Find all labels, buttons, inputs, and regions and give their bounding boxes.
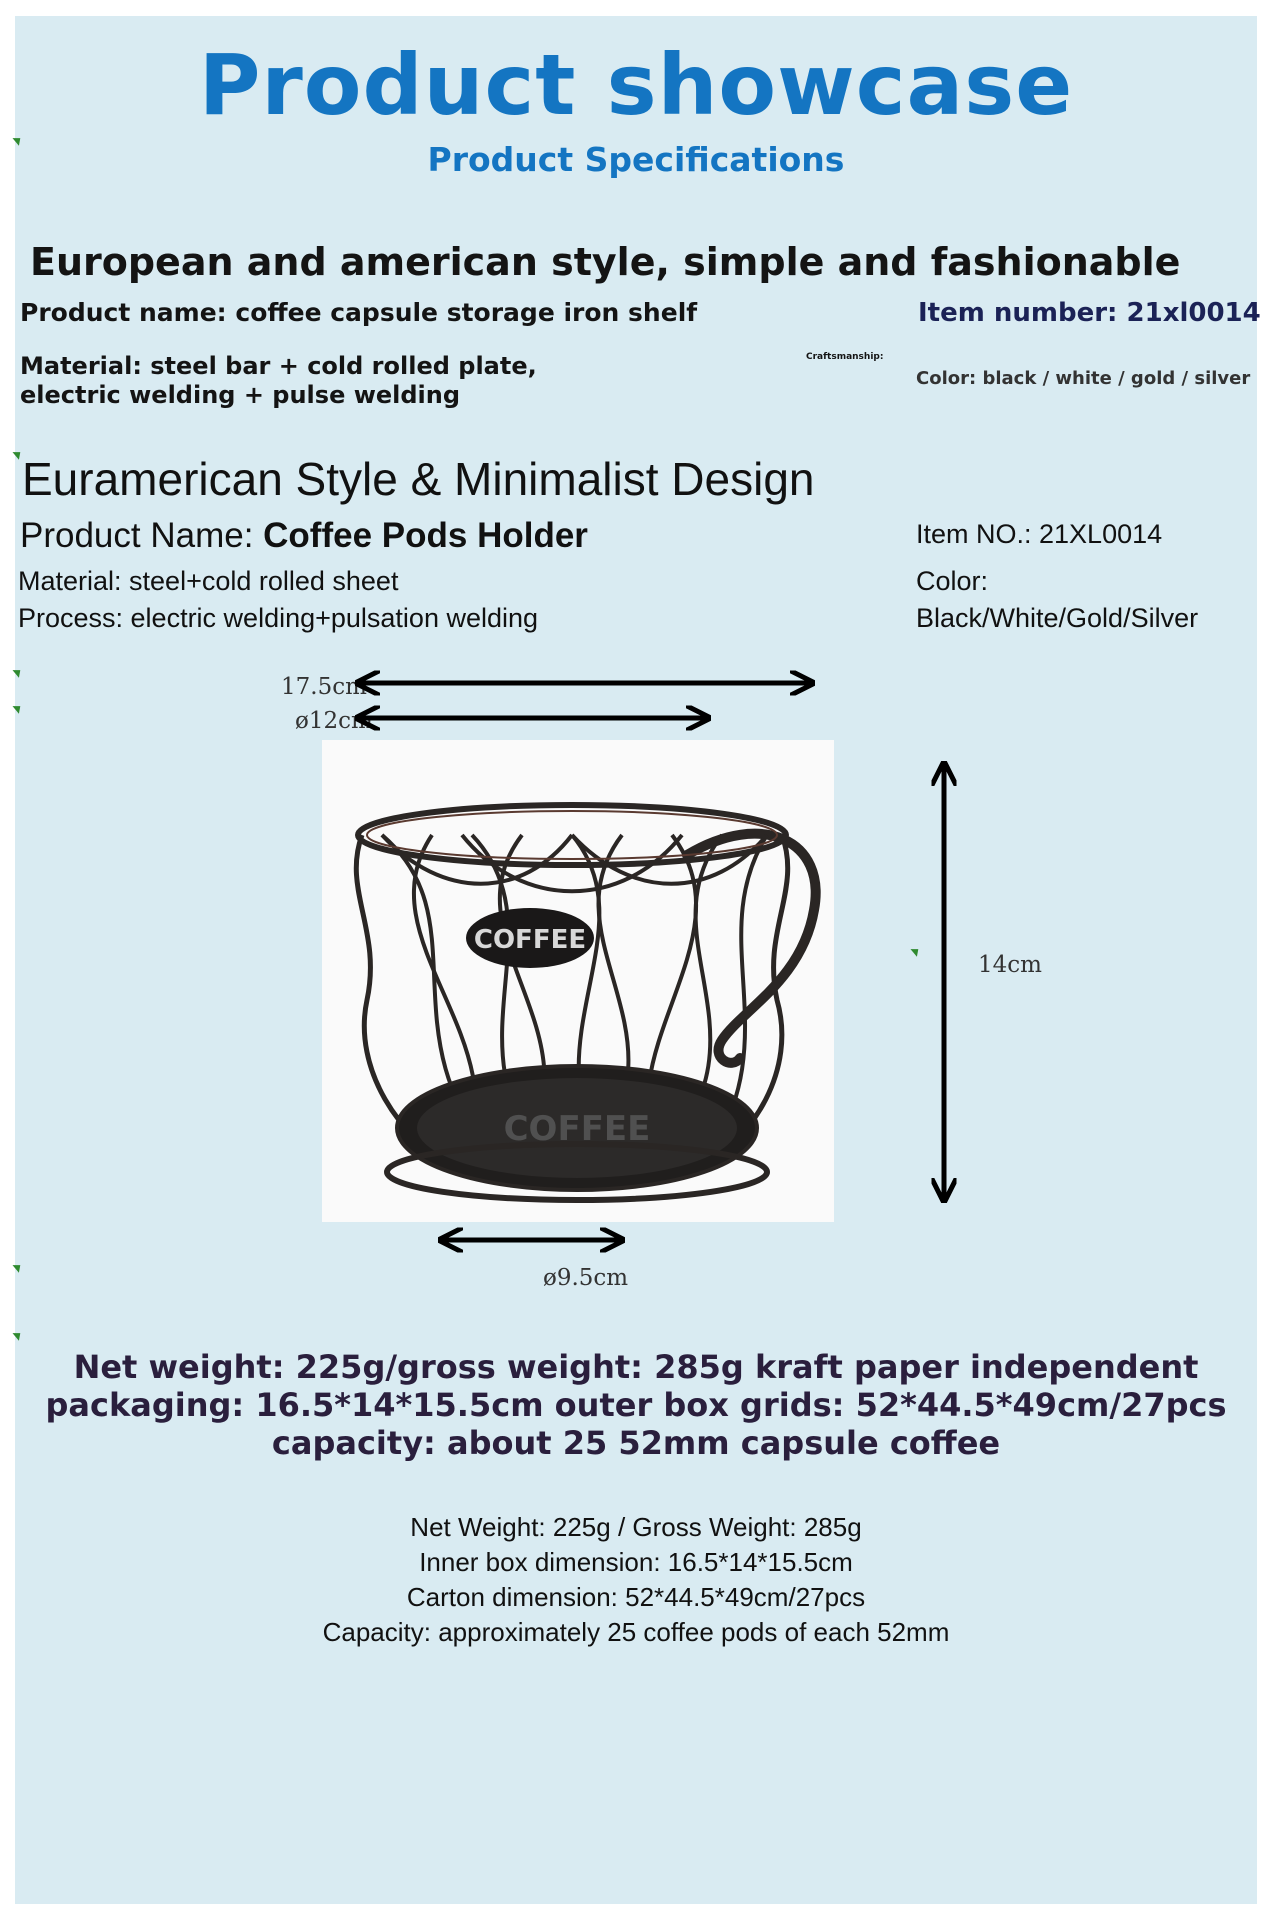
style-headline: European and american style, simple and fashionable	[30, 240, 1181, 284]
spec-line-inner-box: Inner box dimension: 16.5*14*15.5cm	[419, 1547, 853, 1577]
coffee-base-text: COFFEE	[503, 1109, 651, 1149]
packaging-spec-line: Net weight: 225g/gross weight: 285g kraft paper independent	[73, 1348, 1199, 1386]
spec-line-capacity: Capacity: approximately 25 coffee pods of each 52mm	[322, 1617, 950, 1647]
weight-dimension-specs	[0, 1510, 1272, 1650]
page-subtitle: Product Specifications	[427, 140, 845, 179]
top-width-label: 17.5cm	[281, 674, 367, 700]
height-label: 14cm	[978, 952, 1042, 978]
product-name-line: Product name: coffee capsule storage iron shelf	[20, 298, 698, 327]
item-number-line: Item number: 21xl0014	[918, 298, 1261, 328]
product-photo	[322, 740, 834, 1222]
coffee-cup-basket-icon	[322, 740, 834, 1222]
color-value: Black/White/Gold/Silver	[916, 603, 1199, 633]
craftsmanship-label: Craftsmanship:	[806, 352, 884, 362]
color-line: Color: black / white / gold / silver	[916, 368, 1251, 389]
bottom-diameter-label: ø9.5cm	[543, 1265, 629, 1291]
coffee-plate-text: COFFEE	[473, 925, 587, 955]
page-title: Product showcase	[198, 36, 1074, 134]
spec-line-carton: Carton dimension: 52*44.5*49cm/27pcs	[406, 1582, 866, 1612]
color-label: Color:	[916, 566, 989, 596]
item-no-line: Item NO.: 21XL0014	[916, 519, 1163, 549]
top-diameter-label: ø12cm	[295, 708, 373, 734]
product-name-value: Coffee Pods Holder	[263, 516, 588, 555]
spec-line-weight: Net Weight: 225g / Gross Weight: 285g	[410, 1512, 862, 1542]
material-english: Material: steel+cold rolled sheet	[18, 566, 399, 596]
packaging-specs	[0, 1348, 1272, 1462]
process-english: Process: electric welding+pulsation welding	[18, 603, 539, 633]
design-headline: Euramerican Style & Minimalist Design	[22, 453, 815, 505]
material-line-1: Material: steel bar + cold rolled plate,	[20, 352, 537, 380]
material-line-2: electric welding + pulse welding	[20, 381, 461, 409]
product-name-label: Product Name:	[20, 516, 264, 555]
packaging-spec-line: packaging: 16.5*14*15.5cm outer box grids: 52*44.5*49cm/27pcs	[45, 1386, 1227, 1424]
packaging-spec-line: capacity: about 25 52mm capsule coffee	[271, 1424, 1001, 1462]
